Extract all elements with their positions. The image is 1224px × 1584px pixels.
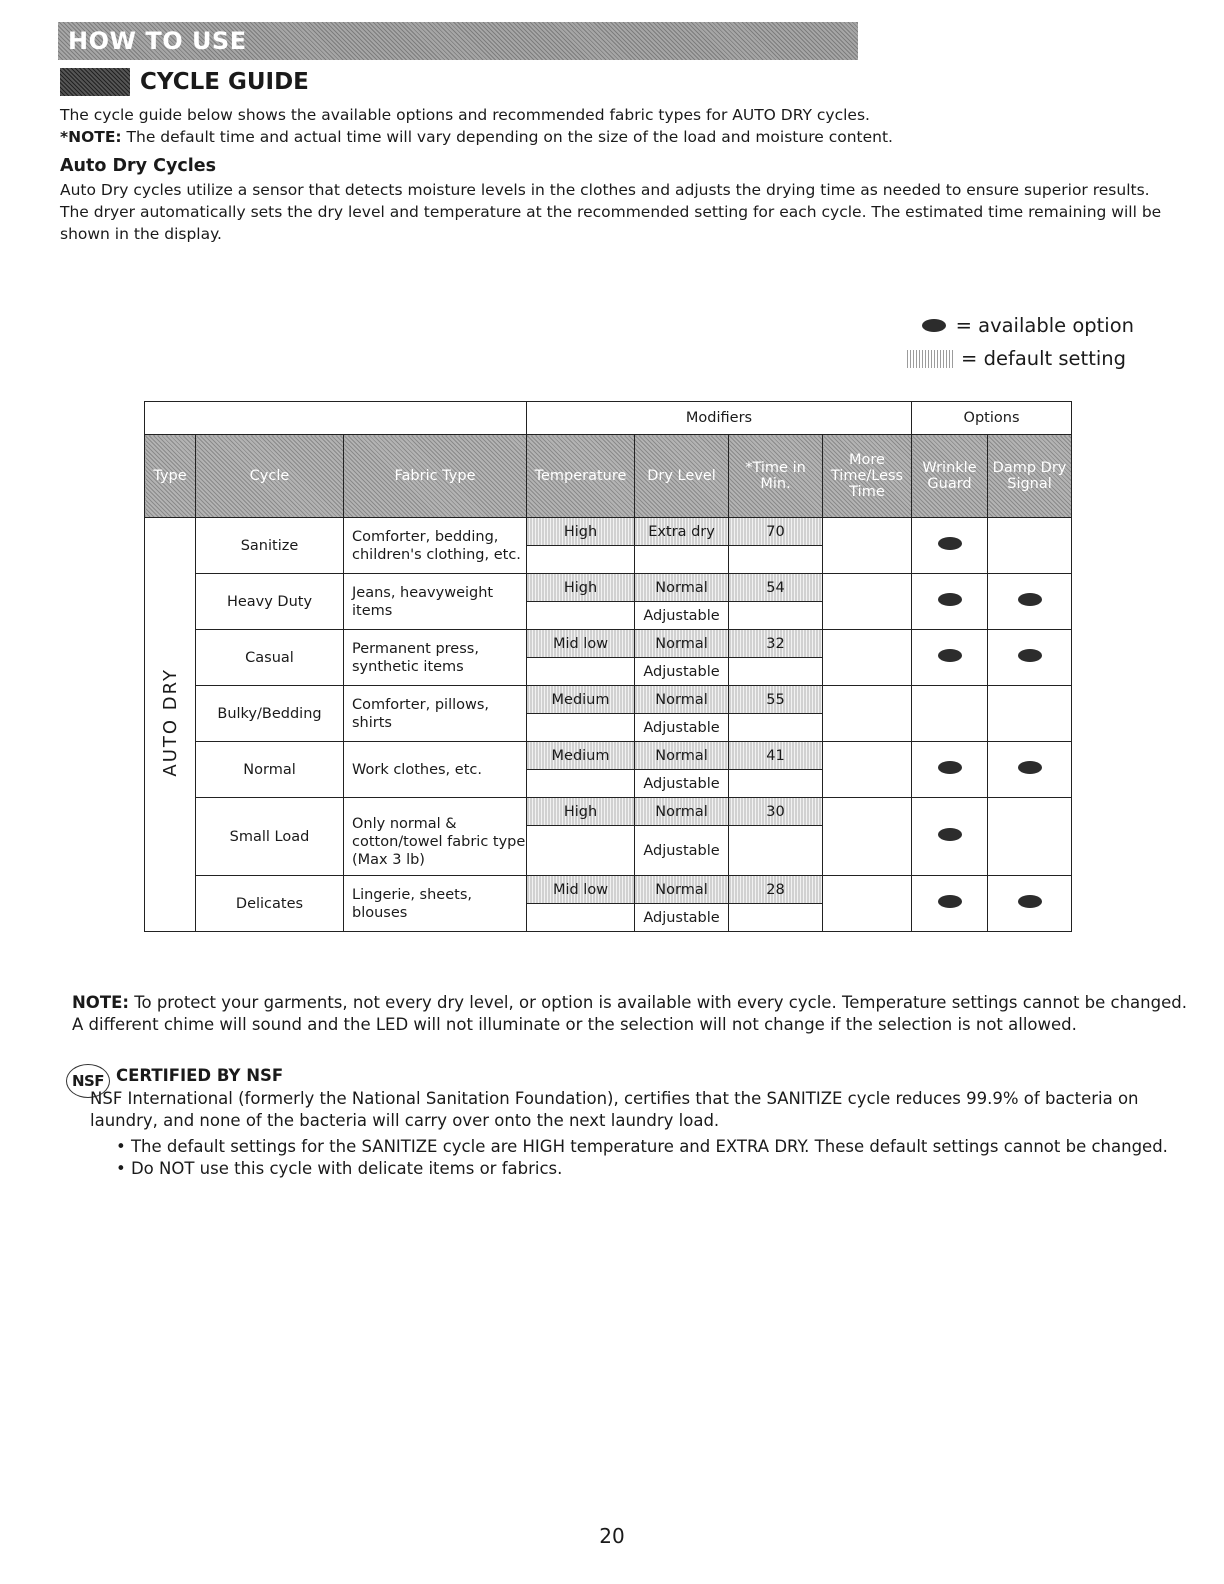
damp-dry-cell — [988, 630, 1072, 686]
time-default: 28 — [729, 876, 823, 904]
table-row — [145, 876, 1072, 904]
intro-text: The cycle guide below shows the available options and recommended fabric types for AUTO DRY cycles. — [60, 106, 870, 124]
intro-note-label: *NOTE: — [60, 128, 122, 146]
dry-level-default: Normal — [635, 742, 729, 770]
temperature-default: Mid low — [527, 630, 635, 658]
damp-dry-cell — [988, 798, 1072, 876]
table-row — [145, 798, 1072, 826]
dry-level-alt: Adjustable — [635, 714, 729, 742]
more-less-cell — [823, 876, 912, 932]
time-alt — [729, 904, 823, 932]
list-item: • The default settings for the SANITIZE cycle are HIGH temperature and EXTRA DRY. These default settings cannot be changed. — [116, 1137, 1168, 1156]
nsf-bullet-list — [116, 1136, 1186, 1180]
temperature-default: High — [527, 798, 635, 826]
cycle-name: Normal — [196, 742, 344, 798]
available-dot-icon — [1018, 761, 1042, 774]
time-default: 30 — [729, 798, 823, 826]
fabric-type: Jeans, heavyweight items — [344, 574, 527, 630]
wrinkle-guard-cell — [912, 630, 988, 686]
dry-level-alt: Adjustable — [635, 904, 729, 932]
time-default: 55 — [729, 686, 823, 714]
more-less-cell — [823, 630, 912, 686]
default-swatch-icon — [907, 350, 955, 368]
temperature-alt — [527, 904, 635, 932]
available-dot-icon — [1018, 895, 1042, 908]
available-dot-icon — [922, 319, 946, 332]
col-header-type: Type — [145, 435, 196, 518]
available-dot-icon — [938, 895, 962, 908]
table-row — [145, 518, 1072, 546]
section-title — [60, 66, 309, 98]
note-paragraph — [72, 992, 1192, 1036]
note-text: To protect your garments, not every dry level, or option is available with every cycle. Temperature settings cannot be changed. A different chime will sound and the LED will not illuminate or the selection will not change if the selection is not allowed. — [72, 993, 1187, 1034]
temperature-default: High — [527, 574, 635, 602]
time-default: 41 — [729, 742, 823, 770]
cycle-guide-table — [144, 401, 1072, 932]
table-row — [145, 686, 1072, 714]
dry-level-alt: Adjustable — [635, 602, 729, 630]
temperature-alt — [527, 658, 635, 686]
col-header-damp-dry: Damp Dry Signal — [988, 435, 1072, 518]
wrinkle-guard-cell — [912, 742, 988, 798]
section-header-bar: HOW TO USE — [58, 22, 858, 60]
temperature-default: High — [527, 518, 635, 546]
page-number: 20 — [599, 1524, 625, 1548]
fabric-type: Work clothes, etc. — [344, 742, 527, 798]
dry-level-default: Normal — [635, 630, 729, 658]
temperature-default: Medium — [527, 686, 635, 714]
nsf-title: CERTIFIED BY NSF — [116, 1066, 284, 1085]
dry-level-default: Normal — [635, 574, 729, 602]
legend-default — [907, 347, 1126, 370]
damp-dry-cell — [988, 742, 1072, 798]
time-alt — [729, 546, 823, 574]
available-dot-icon — [938, 761, 962, 774]
group-header-modifiers: Modifiers — [527, 402, 912, 435]
more-less-cell — [823, 798, 912, 876]
wrinkle-guard-cell — [912, 518, 988, 574]
wrinkle-guard-cell — [912, 574, 988, 630]
dry-level-default: Normal — [635, 876, 729, 904]
wrinkle-guard-cell — [912, 798, 988, 876]
available-dot-icon — [938, 537, 962, 550]
fabric-type: Permanent press, synthetic items — [344, 630, 527, 686]
dry-level-default: Normal — [635, 686, 729, 714]
wrinkle-guard-cell — [912, 876, 988, 932]
damp-dry-cell — [988, 518, 1072, 574]
list-item: • Do NOT use this cycle with delicate items or fabrics. — [116, 1159, 563, 1178]
cycle-name: Small Load — [196, 798, 344, 876]
more-less-cell — [823, 686, 912, 742]
dry-level-alt — [635, 546, 729, 574]
group-header-blank — [145, 402, 527, 435]
damp-dry-cell — [988, 574, 1072, 630]
time-alt — [729, 714, 823, 742]
type-cell — [145, 518, 196, 932]
temperature-alt — [527, 602, 635, 630]
legend-available — [922, 314, 1134, 337]
temperature-default: Mid low — [527, 876, 635, 904]
temperature-alt — [527, 546, 635, 574]
time-alt — [729, 826, 823, 876]
nsf-body: NSF International (formerly the National Sanitation Foundation), certifies that the SANITIZE cycle reduces 99.9% of bacteria on laundry, and none of the bacteria will carry over onto the next laundry load. — [90, 1089, 1139, 1130]
page-title: CYCLE GUIDE — [140, 69, 309, 95]
col-header-dry-level: Dry Level — [635, 435, 729, 518]
table-row — [145, 742, 1072, 770]
legend-available-text: = available option — [955, 314, 1134, 337]
fabric-type: Comforter, bedding, children's clothing, etc. — [344, 518, 527, 574]
dry-level-alt: Adjustable — [635, 658, 729, 686]
group-header-options: Options — [912, 402, 1072, 435]
intro-note — [60, 126, 893, 148]
col-header-cycle: Cycle — [196, 435, 344, 518]
temperature-alt — [527, 770, 635, 798]
dry-level-default: Extra dry — [635, 518, 729, 546]
damp-dry-cell — [988, 876, 1072, 932]
intro-note-text: The default time and actual time will vary depending on the size of the load and moisture content. — [121, 128, 893, 146]
available-dot-icon — [938, 593, 962, 606]
type-label: AUTO DRY — [159, 667, 181, 777]
auto-dry-description: Auto Dry cycles utilize a sensor that detects moisture levels in the clothes and adjusts the drying time as needed to ensure superior results. The dryer automatically sets the dry level and temperature at the recommended setting for each cycle. The estimated time remaining will be shown in the display. — [60, 181, 1162, 243]
more-less-cell — [823, 518, 912, 574]
table-row — [145, 574, 1072, 602]
temperature-alt — [527, 826, 635, 876]
dry-level-alt: Adjustable — [635, 826, 729, 876]
time-alt — [729, 602, 823, 630]
available-dot-icon — [938, 649, 962, 662]
fabric-type: Only normal & cotton/towel fabric type (Max 3 lb) — [344, 798, 527, 876]
available-dot-icon — [1018, 649, 1042, 662]
available-dot-icon — [938, 828, 962, 841]
dry-level-alt: Adjustable — [635, 770, 729, 798]
col-header-wrinkle-guard: Wrinkle Guard — [912, 435, 988, 518]
col-header-time: *Time in Min. — [729, 435, 823, 518]
time-default: 32 — [729, 630, 823, 658]
cycle-name: Heavy Duty — [196, 574, 344, 630]
nsf-logo-icon: NSF — [66, 1064, 110, 1098]
temperature-default: Medium — [527, 742, 635, 770]
time-alt — [729, 658, 823, 686]
more-less-cell — [823, 742, 912, 798]
time-default: 70 — [729, 518, 823, 546]
cycle-name: Casual — [196, 630, 344, 686]
temperature-alt — [527, 714, 635, 742]
cycle-name: Sanitize — [196, 518, 344, 574]
wrinkle-guard-cell — [912, 686, 988, 742]
note-label: NOTE: — [72, 993, 129, 1012]
time-default: 54 — [729, 574, 823, 602]
cycle-name: Delicates — [196, 876, 344, 932]
more-less-cell — [823, 574, 912, 630]
fabric-type: Lingerie, sheets, blouses — [344, 876, 527, 932]
col-header-fabric: Fabric Type — [344, 435, 527, 518]
col-header-more-less: More Time/Less Time — [823, 435, 912, 518]
available-dot-icon — [1018, 593, 1042, 606]
title-marker-block — [60, 68, 130, 96]
time-alt — [729, 770, 823, 798]
auto-dry-heading: Auto Dry Cycles — [60, 156, 217, 176]
damp-dry-cell — [988, 686, 1072, 742]
legend-default-text: = default setting — [961, 347, 1126, 370]
fabric-type: Comforter, pillows, shirts — [344, 686, 527, 742]
table-row — [145, 630, 1072, 658]
cycle-name: Bulky/Bedding — [196, 686, 344, 742]
col-header-temperature: Temperature — [527, 435, 635, 518]
dry-level-default: Normal — [635, 798, 729, 826]
